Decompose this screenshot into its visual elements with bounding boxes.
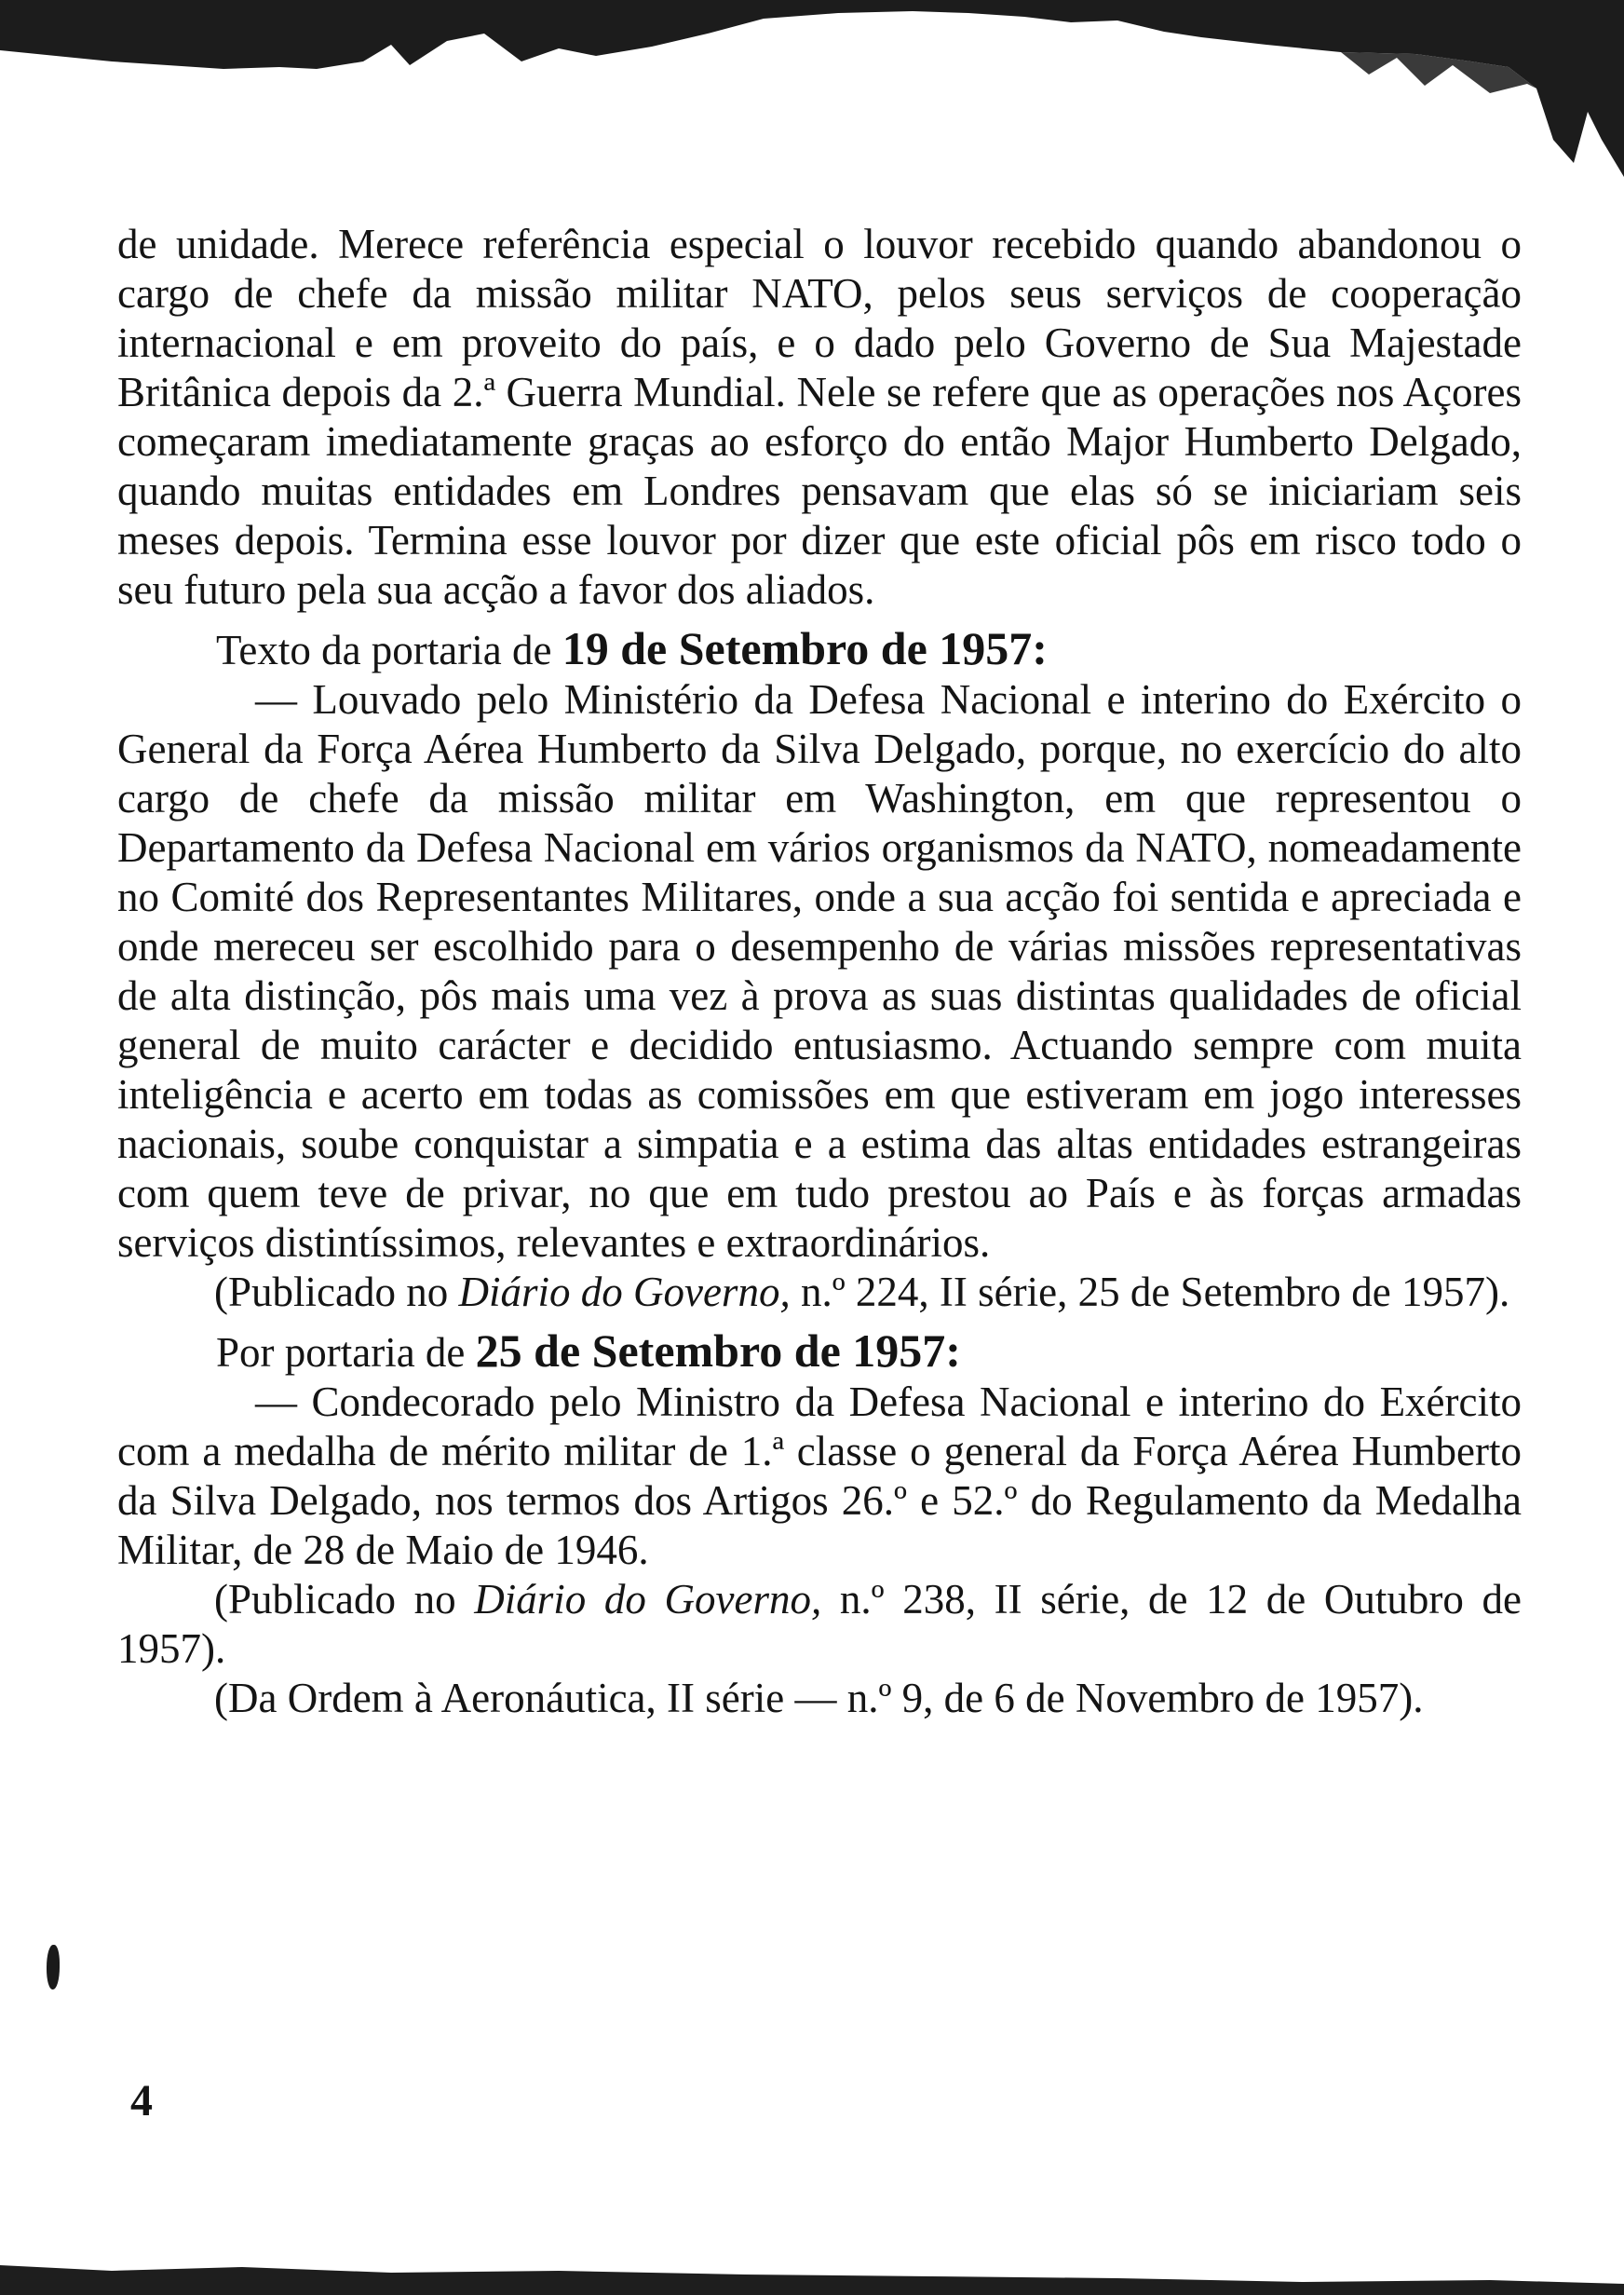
journal-name: Diário do Governo,: [474, 1576, 822, 1623]
heading-prefix: Por portaria de: [216, 1329, 476, 1376]
page-number: 4: [130, 2076, 153, 2125]
publication-suffix: n.º 224, II série, 25 de Setembro de 1957).: [790, 1269, 1510, 1315]
paragraph-intro: de unidade. Merece referência especial o louvor recebido quando abandonou o cargo de chefe da missão militar NATO, pelos seus serviços de cooperação internacional e em proveito do país, e o dado pelo Governo de Sua Majestade Britânica depois da 2.ª Guerra Mundial. Nele se refere que as operações nos Açores começaram imediatamente graças ao esforço do então Major Humberto Delgado, quando muitas entidades em Londres pensavam que elas só se iniciariam seis meses depois. Termina esse louvor por dizer que este oficial pôs em risco todo o seu futuro pela sua acção a favor dos aliados.: [117, 221, 1522, 613]
publication-note-2: [117, 1575, 1522, 1674]
publication-suffix: n.º 238, II série, de 12 de Outubro de 1957).: [117, 1576, 1522, 1672]
paragraph-louvor: — Louvado pelo Ministério da Defesa Nacional e interino do Exército o General da Força Aérea Humberto da Silva Delgado, porque, no exercício do alto cargo de chefe da missão militar em Washington, em que representou o Departamento da Defesa Nacional em vários organismos da NATO, nomeadamente no Comité dos Representantes Militares, onde a sua acção foi sentida e apreciada e onde mereceu ser escolhido para o desempenho de várias missões representativas de alta distinção, pôs mais uma vez à prova as suas distintas qualidades de oficial general de muito carácter e decidido entusiasmo. Actuando sempre com muita inteligência e acerto em todas as comissões em que estiveram em jogo interesses nacionais, soube conquistar a simpatia e a estima das altas entidades estrangeiras com quem teve de privar, no que em tudo prestou ao País e às forças armadas serviços distintíssimos, relevantes e extraordinários.: [117, 676, 1522, 1266]
heading-portaria-19-setembro: [117, 624, 1522, 675]
heading-date: 19 de Setembro de 1957:: [562, 622, 1048, 674]
publication-note-1: [117, 1268, 1522, 1317]
heading-prefix: Texto da portaria de: [216, 627, 562, 673]
publication-prefix: (Publicado no: [214, 1576, 475, 1623]
publication-prefix: (Publicado no: [214, 1269, 459, 1315]
heading-date: 25 de Setembro de 1957:: [475, 1324, 961, 1377]
source-note: (Da Ordem à Aeronáutica, II série — n.º 9, de 6 de Novembro de 1957).: [214, 1675, 1424, 1721]
ink-mark: [47, 1945, 60, 1989]
body-text: [117, 220, 1522, 1723]
journal-name: Diário do Governo,: [458, 1269, 791, 1315]
heading-portaria-25-setembro: [117, 1326, 1522, 1378]
paragraph-condecoracao: — Condecorado pelo Ministro da Defesa Nacional e interino do Exército com a medalha de mérito militar de 1.ª classe o general da Força Aérea Humberto da Silva Delgado, nos termos dos Artigos 26.º e 52.º do Regulamento da Medalha Militar, de 28 de Maio de 1946.: [117, 1378, 1522, 1573]
torn-bottom-edge: [0, 2239, 1624, 2295]
torn-top-edge: [0, 0, 1624, 186]
